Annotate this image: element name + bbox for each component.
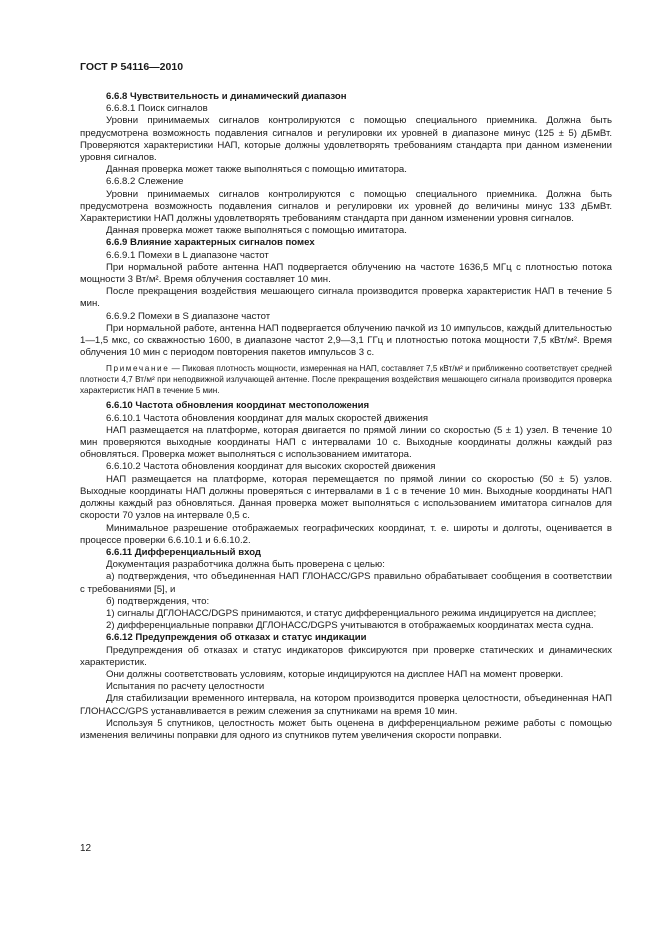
paragraph: Данная проверка может также выполняться с помощью имитатора. [106,164,407,176]
section-heading: 6.6.11 Дифференциальный вход [106,546,262,558]
paragraph: Для стабилизации временного интервала, на котором производится проверка целостности, объединенная НАП ГЛОНАСС/GPS устанавливается в режим слежения за спутниками на время 10 мин. [80,693,612,717]
document-header: ГОСТ Р 54116—2010 [80,61,184,73]
paragraph: Предупреждения об отказах и статус индикаторов фиксируются при проверке статических и динамических характеристик. [80,644,612,668]
paragraph: Используя 5 спутников, целостность может быть оценена в дифференциальном режиме работы с помощью изменения величины поправки для одного из спутников путем увеличения скорости поправки. [80,717,612,741]
note-paragraph [80,363,612,396]
paragraph: Уровни принимаемых сигналов контролируются с помощью специального приемника. Должна быть предусмотрена возможность подавления сигналов и регулировки их уровней до величины минус 133 дБмВт. Характеристики НАП должны удовлетворять требованиям стандарта при данном изменении уровня сигналов. [80,188,612,225]
paragraph: Данная проверка может также выполняться с помощью имитатора. [106,225,407,237]
paragraph: 6.6.9.2 Помехи в S диапазоне частот [106,310,271,322]
document-body [80,91,612,742]
paragraph: При нормальной работе, антенна НАП подвергается облучению пачкой из 10 импульсов, каждый длительностью 1—1,5 мкс, со скважностью 1600, в диапазоне частот 2,9—3,1 ГГц и плотностью потока мощности 7,5 кВт/м². Время облучения 10 мин с периодом повторения пакетов импульсов 3 с. [80,322,612,359]
section-heading: 6.6.9 Влияние характерных сигналов помех [106,237,315,249]
section-heading: 6.6.8 Чувствительность и динамический диапазон [106,91,347,102]
paragraph: а) подтверждения, что объединенная НАП ГЛОНАСС/GPS правильно обрабатывает сообщения в соответствии с требованиями [5], и [80,571,612,595]
page-number: 12 [80,843,92,854]
paragraph: 1) сигналы ДГЛОНАСС/DGPS принимаются, и статус дифференциального режима индицируется на дисплее; [106,607,597,619]
paragraph: При нормальной работе антенна НАП подвергается облучению на частоте 1636,5 МГц с плотностью потока мощности 3 Вт/м². Время облучения составляет 10 мин. [80,261,612,286]
paragraph: После прекращения воздействия мешающего сигнала производится проверка характеристик НАП в течение 5 мин. [80,286,612,310]
paragraph: 6.6.8.2 Слежение [106,176,184,188]
section-heading: 6.6.12 Предупреждения об отказах и статус индикации [106,632,367,644]
paragraph: Уровни принимаемых сигналов контролируются с помощью специального приемника. Должна быть предусмотрена возможность подавления сигналов и регулировки их уровней в диапазоне минус (125 ± 5) дБмВт. Проверяются характеристики НАП, которые должны удовлетворять требованиям стандарта при данном изменении уровня сигналов. [80,115,612,164]
paragraph: Минимальное разрешение отображаемых географических координат, т. е. широты и долготы, оценивается в процессе проверки 6.6.10.1 и 6.6.10.2. [80,522,612,546]
paragraph: Они должны соответствовать условиям, которые индицируются на дисплее НАП на момент проверки. [106,668,564,680]
paragraph: б) подтверждения, что: [106,595,210,607]
paragraph: 6.6.10.1 Частота обновления координат для малых скоростей движения [106,412,429,424]
paragraph: НАП размещается на платформе, которая двигается по прямой линии со скоростью (5 ± 1) узел. В течение 10 мин проверяются выходные координаты НАП с интервалами 10 с. Выходные координаты должны каждый раз обновляться. Проверка может выполняться с использованием имитатора. [80,424,612,461]
paragraph: 2) дифференциальные поправки ДГЛОНАСС/DGPS учитываются в отображаемых координатах места судна. [106,620,594,632]
paragraph: 6.6.9.1 Помехи в L диапазоне частот [106,249,269,261]
section-heading: 6.6.10 Частота обновления координат местоположения [106,400,370,412]
paragraph: 6.6.8.1 Поиск сигналов [106,103,208,115]
paragraph: НАП размещается на платформе, которая перемещается по прямой линии со скоростью (50 ± 5) узлов. Выходные координаты НАП должны проверяться с интервалами в 1 с в течение 10 мин. Выходные координаты НАП должны каждый раз обновляться. Данная проверка может выполняться с использованием имитатора сигналов для скорости 70 узлов на интервале 0,5 с. [80,473,612,522]
paragraph: Документация разработчика должна быть проверена с целью: [106,559,385,571]
paragraph: 6.6.10.2 Частота обновления координат для высоких скоростей движения [106,461,436,473]
note-label: Примечание [106,364,170,374]
paragraph: Испытания по расчету целостности [106,681,265,693]
note-text: — Пиковая плотность мощности, измеренная на НАП, составляет 7,5 кВт/м² и приближенно соответствует средней плотности 4,7 Вт/м² при неподвижной излучающей антенне. После прекращения воздействия мешающего сигнала производится проверка характеристик НАП в течение 5 мин. [80,364,612,396]
